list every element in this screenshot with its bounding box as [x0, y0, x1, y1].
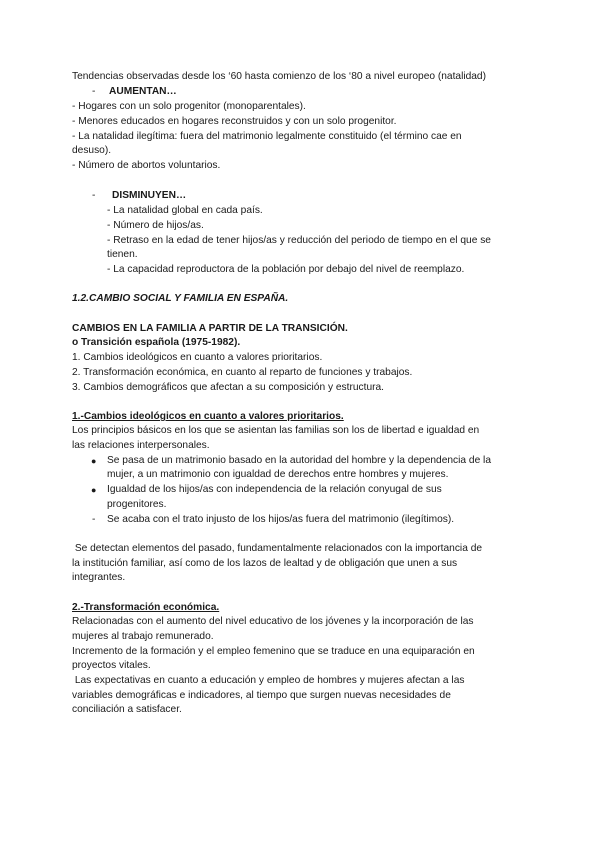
- s1-heading: 1.-Cambios ideológicos en cuanto a valores prioritarios.: [72, 411, 344, 422]
- cambios-heading: CAMBIOS EN LA FAMILIA A PARTIR DE LA TRANSICIÓN.: [72, 323, 348, 334]
- s1-bullet-line: mujer, a un matrimonio con igualdad de derechos entre hombres y mujeres.: [107, 469, 449, 480]
- bullet-icon: ●: [91, 485, 97, 495]
- s2-paragraph-line: mujeres al trabajo remunerado.: [72, 631, 214, 642]
- s2-paragraph-line: Relacionadas con el aumento del nivel educativo de los jóvenes y la incorporación de las: [72, 616, 474, 627]
- s2-heading: 2.-Transformación económica.: [72, 602, 220, 613]
- disminuyen-item: - Retraso en la edad de tener hijos/as y reducción del periodo de tiempo en el que se: [107, 235, 491, 246]
- disminuyen-heading: DISMINUYEN…: [112, 190, 187, 201]
- disminuyen-item: - La capacidad reproductora de la población por debajo del nivel de reemplazo.: [107, 264, 465, 275]
- disminuyen-item: - La natalidad global en cada país.: [107, 205, 263, 216]
- aumentan-item: - Hogares con un solo progenitor (monoparentales).: [72, 101, 306, 112]
- intro-line: Tendencias observadas desde los ‘60 hasta comienzo de los ‘80 a nivel europeo (natalidad): [72, 71, 486, 82]
- s1-closing-line: Se detectan elementos del pasado, fundamentalmente relacionados con la importancia de: [72, 543, 483, 554]
- section-title: 1.2.CAMBIO SOCIAL Y FAMILIA EN ESPAÑA.: [72, 293, 289, 304]
- bullet-icon: ●: [91, 456, 97, 466]
- s1-paragraph-line: las relaciones interpersonales.: [72, 440, 210, 451]
- disminuyen-item: tienen.: [107, 249, 138, 260]
- aumentan-heading: AUMENTAN…: [109, 86, 177, 97]
- s2-paragraph-line: proyectos vitales.: [72, 660, 151, 671]
- s1-closing-line: integrantes.: [72, 572, 126, 583]
- s1-bullet-line: Se acaba con el trato injusto de los hijos/as fuera del matrimonio (ilegítimos).: [107, 514, 455, 525]
- s1-closing-line: la institución familiar, así como de los lazos de lealtad y de obligación que unen a sus: [72, 558, 458, 569]
- aumentan-dash: -: [92, 86, 96, 97]
- s1-bullet-line: Igualdad de los hijos/as con independencia de la relación conyugal de sus: [107, 484, 442, 495]
- s1-bullet-line: Se pasa de un matrimonio basado en la autoridad del hombre y la dependencia de la: [107, 455, 491, 466]
- aumentan-item: desuso).: [72, 145, 112, 156]
- s2-paragraph-line: Las expectativas en cuanto a educación y empleo de hombres y mujeres afectan a las: [72, 675, 465, 686]
- aumentan-item: - La natalidad ilegítima: fuera del matrimonio legalmente constituido (el término cae en: [72, 131, 462, 142]
- disminuyen-dash: -: [92, 190, 96, 201]
- disminuyen-item: - Número de hijos/as.: [107, 220, 204, 231]
- cambios-subheading: o Transición española (1975-1982).: [72, 337, 241, 348]
- aumentan-item: - Menores educados en hogares reconstruidos y con un solo progenitor.: [72, 116, 397, 127]
- s1-bullet-line: progenitores.: [107, 499, 167, 510]
- s2-paragraph-line: variables demográficas e indicadores, al tiempo que surgen nuevas necesidades de: [72, 690, 451, 701]
- cambios-item: 1. Cambios ideológicos en cuanto a valores prioritarios.: [72, 352, 323, 363]
- cambios-item: 3. Cambios demográficos que afectan a su composición y estructura.: [72, 382, 385, 393]
- s1-paragraph-line: Los principios básicos en los que se asientan las familias son los de libertad e igualdad en: [72, 425, 480, 436]
- aumentan-item: - Número de abortos voluntarios.: [72, 160, 221, 171]
- cambios-item: 2. Transformación económica, en cuanto al reparto de funciones y trabajos.: [72, 367, 413, 378]
- s1-dash: -: [92, 514, 96, 525]
- s2-paragraph-line: conciliación a satisfacer.: [72, 704, 182, 715]
- s2-paragraph-line: Incremento de la formación y el empleo femenino que se traduce en una equiparación en: [72, 646, 475, 657]
